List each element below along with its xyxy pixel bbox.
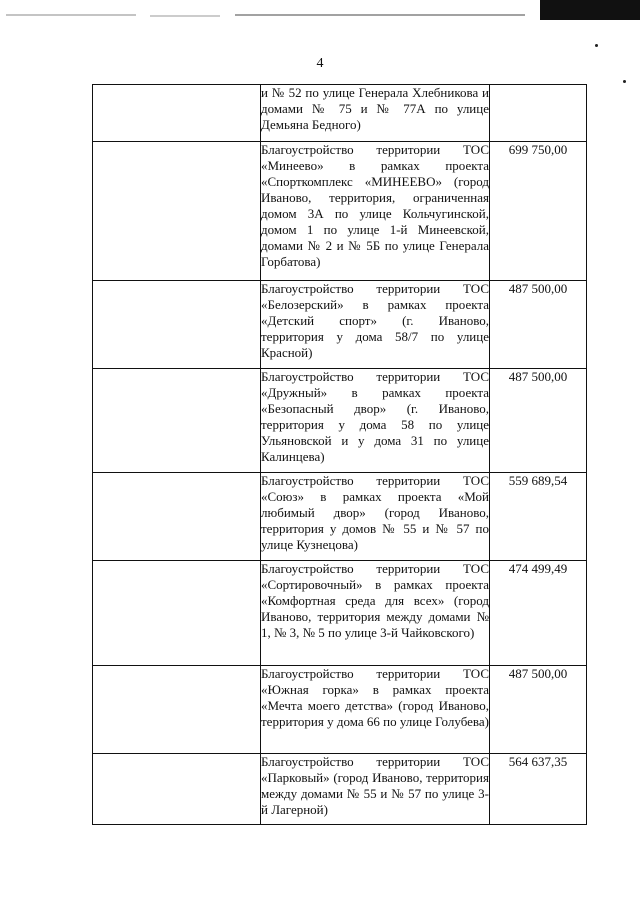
scan-dark-bar — [540, 0, 640, 20]
amount-cell: 487 500,00 — [490, 666, 587, 754]
project-description-cell: Благоустройство территории ТОС «Дружный» в рамках проекта «Безопасный двор» (г. Иваново, территория у дома 58 по улице Ульяновской и у дома 31 по улице Калинцева) — [261, 369, 490, 473]
table-row — [93, 561, 587, 666]
table-row — [93, 281, 587, 369]
scan-noise-line — [6, 14, 136, 16]
table-row — [93, 754, 587, 825]
project-description-cell: Благоустройство территории ТОС «Южная горка» в рамках проекта «Мечта моего детства» (город Иваново, территория у дома 66 по улице Голубева) — [261, 666, 490, 754]
projects-table — [92, 84, 587, 825]
project-description-cell: Благоустройство территории ТОС «Парковый» (город Иваново, территория между домами № 55 и № 57 по улице 3-й Лагерной) — [261, 754, 490, 825]
row-number-cell — [93, 369, 261, 473]
project-description-cell: и № 52 по улице Генерала Хлебникова и домами № 75 и № 77А по улице Демьяна Бедного) — [261, 85, 490, 142]
row-number-cell — [93, 561, 261, 666]
row-number-cell — [93, 754, 261, 825]
amount-cell: 474 499,49 — [490, 561, 587, 666]
table-row — [93, 142, 587, 281]
amount-cell: 487 500,00 — [490, 281, 587, 369]
amount-cell: 487 500,00 — [490, 369, 587, 473]
amount-cell — [490, 85, 587, 142]
page-number: 4 — [316, 56, 324, 71]
row-number-cell — [93, 142, 261, 281]
scan-noise-line — [150, 15, 220, 17]
project-description-cell: Благоустройство территории ТОС «Сортировочный» в рамках проекта «Комфортная среда для всех» (город Иваново, территория между домами № 1, № 3, № 5 по улице 3-й Чайковского) — [261, 561, 490, 666]
scan-speck — [623, 80, 626, 83]
row-number-cell — [93, 473, 261, 561]
row-number-cell — [93, 85, 261, 142]
table-row — [93, 369, 587, 473]
row-number-cell — [93, 281, 261, 369]
project-description-cell: Благоустройство территории ТОС «Союз» в рамках проекта «Мой любимый двор» (город Иваново, территория у домов № 55 и № 57 по улице Кузнецова) — [261, 473, 490, 561]
table-row — [93, 473, 587, 561]
scan-artifact-header — [0, 0, 640, 26]
scan-noise-line — [235, 14, 525, 16]
project-description-cell: Благоустройство территории ТОС «Белозерский» в рамках проекта «Детский спорт» (г. Иваново, территория у дома 58/7 по улице Красной) — [261, 281, 490, 369]
amount-cell: 564 637,35 — [490, 754, 587, 825]
row-number-cell — [93, 666, 261, 754]
amount-cell: 559 689,54 — [490, 473, 587, 561]
table-row — [93, 666, 587, 754]
project-description-cell: Благоустройство территории ТОС «Минеево» в рамках проекта «Спорткомплекс «МИНЕЕВО» (город Иваново, территория, ограниченная домом 3А по улице Кольчугинской, домом 1 по улице 1-й Минеевской, домами № 2 и № 5Б по улице Генерала Горбатова) — [261, 142, 490, 281]
scan-speck — [595, 44, 598, 47]
amount-cell: 699 750,00 — [490, 142, 587, 281]
table-row — [93, 85, 587, 142]
